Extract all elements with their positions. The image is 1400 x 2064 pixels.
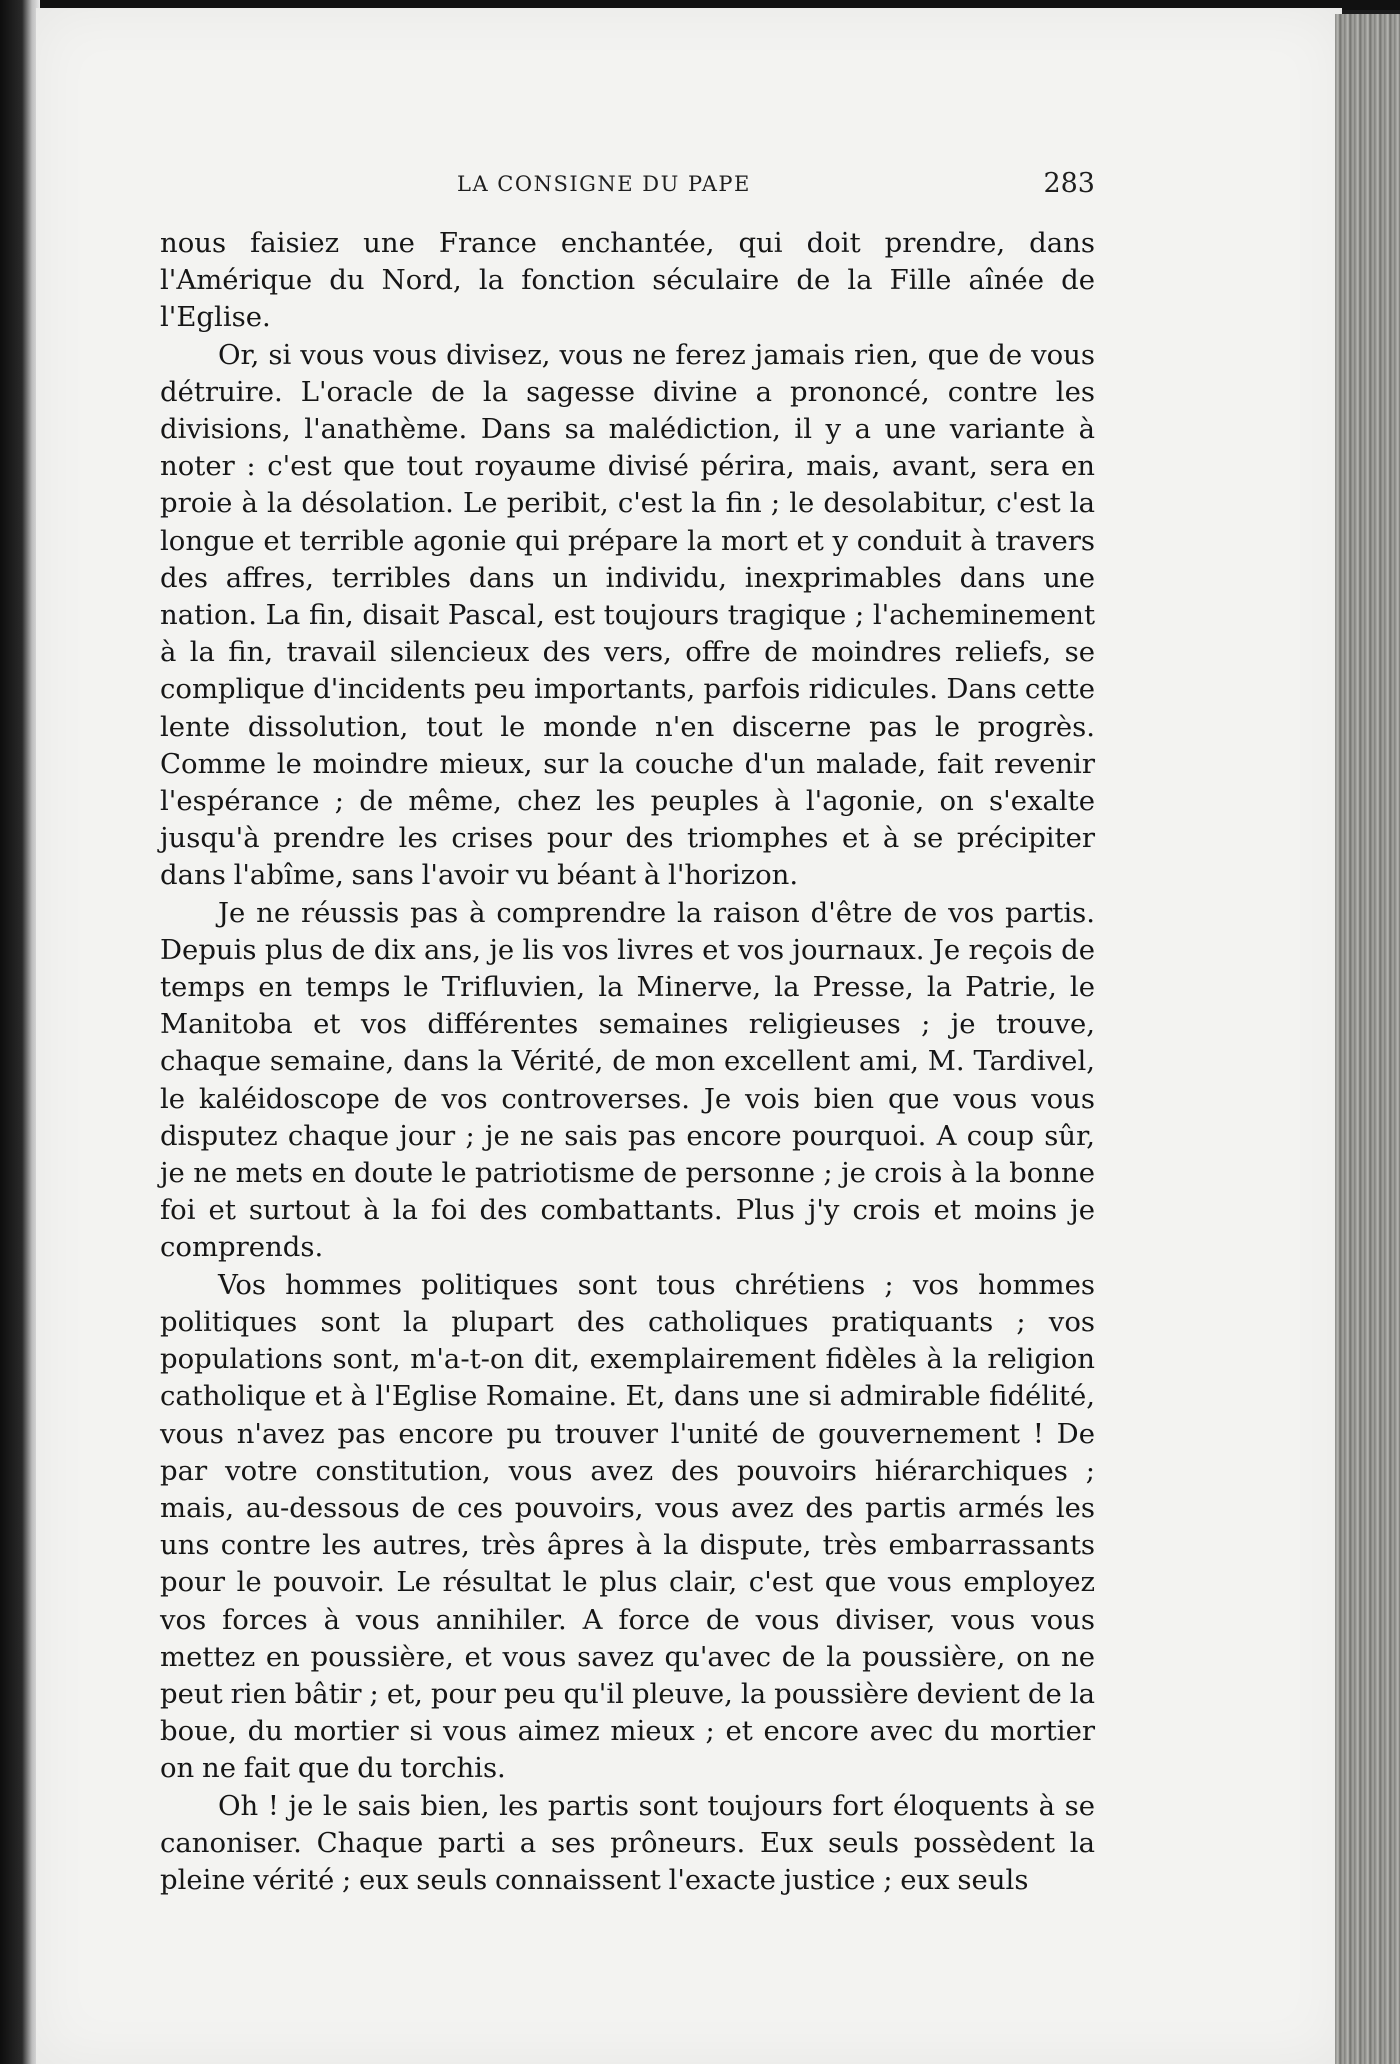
paragraph-2: Or, si vous vous divisez, vous ne ferez jamais rien, que de vous détruire. L'oracle de la sagesse divine a prononcé, contre les divisions, l'anathème. Dans sa malédiction, il y a une variante à noter : c'est que tout royaume divisé périra, mais, avant, sera en proie à la désolation. Le peribit, c'est la fin ; le desolabitur, c'est la longue et terrible agonie qui prépare la mort et y conduit à travers des affres, terribles dans un individu, inexprimables dans une nation. La fin, disait Pascal, est toujours tragique ; l'acheminement à la fin, travail silencieux des vers, offre de moindres reliefs, se complique d'incidents peu importants, parfois ridicules. Dans cette lente dissolution, tout le monde n'en discerne pas le progrès. Comme le moindre mieux, sur la couche d'un malade, fait revenir l'espérance ; de même, chez les peuples à l'agonie, on s'exalte jusqu'à prendre les crises pour des triomphes et à se précipiter dans l'abîme, sans l'avoir vu béant à l'horizon. bbox=[160, 338, 1095, 892]
paragraph-3: Je ne réussis pas à comprendre la raison d'être de vos partis. Depuis plus de dix ans, je lis vos livres et vos journaux. Je reçois de temps en temps le Trifluvien, la Minerve, la Presse, la Patrie, le Manitoba et vos différentes semaines religieuses ; je trouve, chaque semaine, dans la Vérité, de mon excellent ami, M. Tardivel, le kaléidoscope de vos controverses. Je vois bien que vous vous disputez chaque jour ; je ne sais pas encore pourquoi. A coup sûr, je ne mets en doute le patriotisme de personne ; je crois à la bonne foi et surtout à la foi des combattants. Plus j'y crois et moins je comprends. bbox=[160, 896, 1095, 1264]
paragraph-5: Oh ! je le sais bien, les partis sont toujours fort éloquents à se canoniser. Chaque parti a ses prôneurs. Eux seuls possèdent la pleine vérité ; eux seuls connaissent l'exacte justice ; eux seuls bbox=[160, 1789, 1095, 1896]
running-head: LA CONSIGNE DU PAPE bbox=[457, 172, 751, 196]
page-number: 283 bbox=[1043, 168, 1095, 199]
page-stack-edge bbox=[1335, 14, 1400, 2064]
body-text bbox=[160, 225, 1095, 1899]
paragraph-1: nous faisiez une France enchantée, qui doit prendre, dans l'Amérique du Nord, la fonction séculaire de la Fille aînée de l'Eglise. bbox=[160, 227, 1095, 334]
book-binding-edge bbox=[0, 0, 40, 2064]
paragraph-4: Vos hommes politiques sont tous chrétiens ; vos hommes politiques sont la plupart des catholiques pratiquants ; vos populations sont, m'a-t-on dit, exemplairement fidèles à la religion catholique et à l'Eglise Romaine. Et, dans une si admirable fidélité, vous n'avez pas encore pu trouver l'unité de gouvernement ! De par votre constitution, vous avez des pouvoirs hiérarchiques ; mais, au-dessous de ces pouvoirs, vous avez des partis armés les uns contre les autres, très âpres à la dispute, très embarrassants pour le pouvoir. Le résultat le plus clair, c'est que vous employez vos forces à vous annihiler. A force de vous diviser, vous vous mettez en poussière, et vous savez qu'avec de la poussière, on ne peut rien bâtir ; et, pour peu qu'il pleuve, la poussière devient de la boue, du mortier si vous aimez mieux ; et encore avec du mortier on ne fait que du torchis. bbox=[160, 1268, 1095, 1785]
page-header bbox=[160, 170, 1095, 210]
